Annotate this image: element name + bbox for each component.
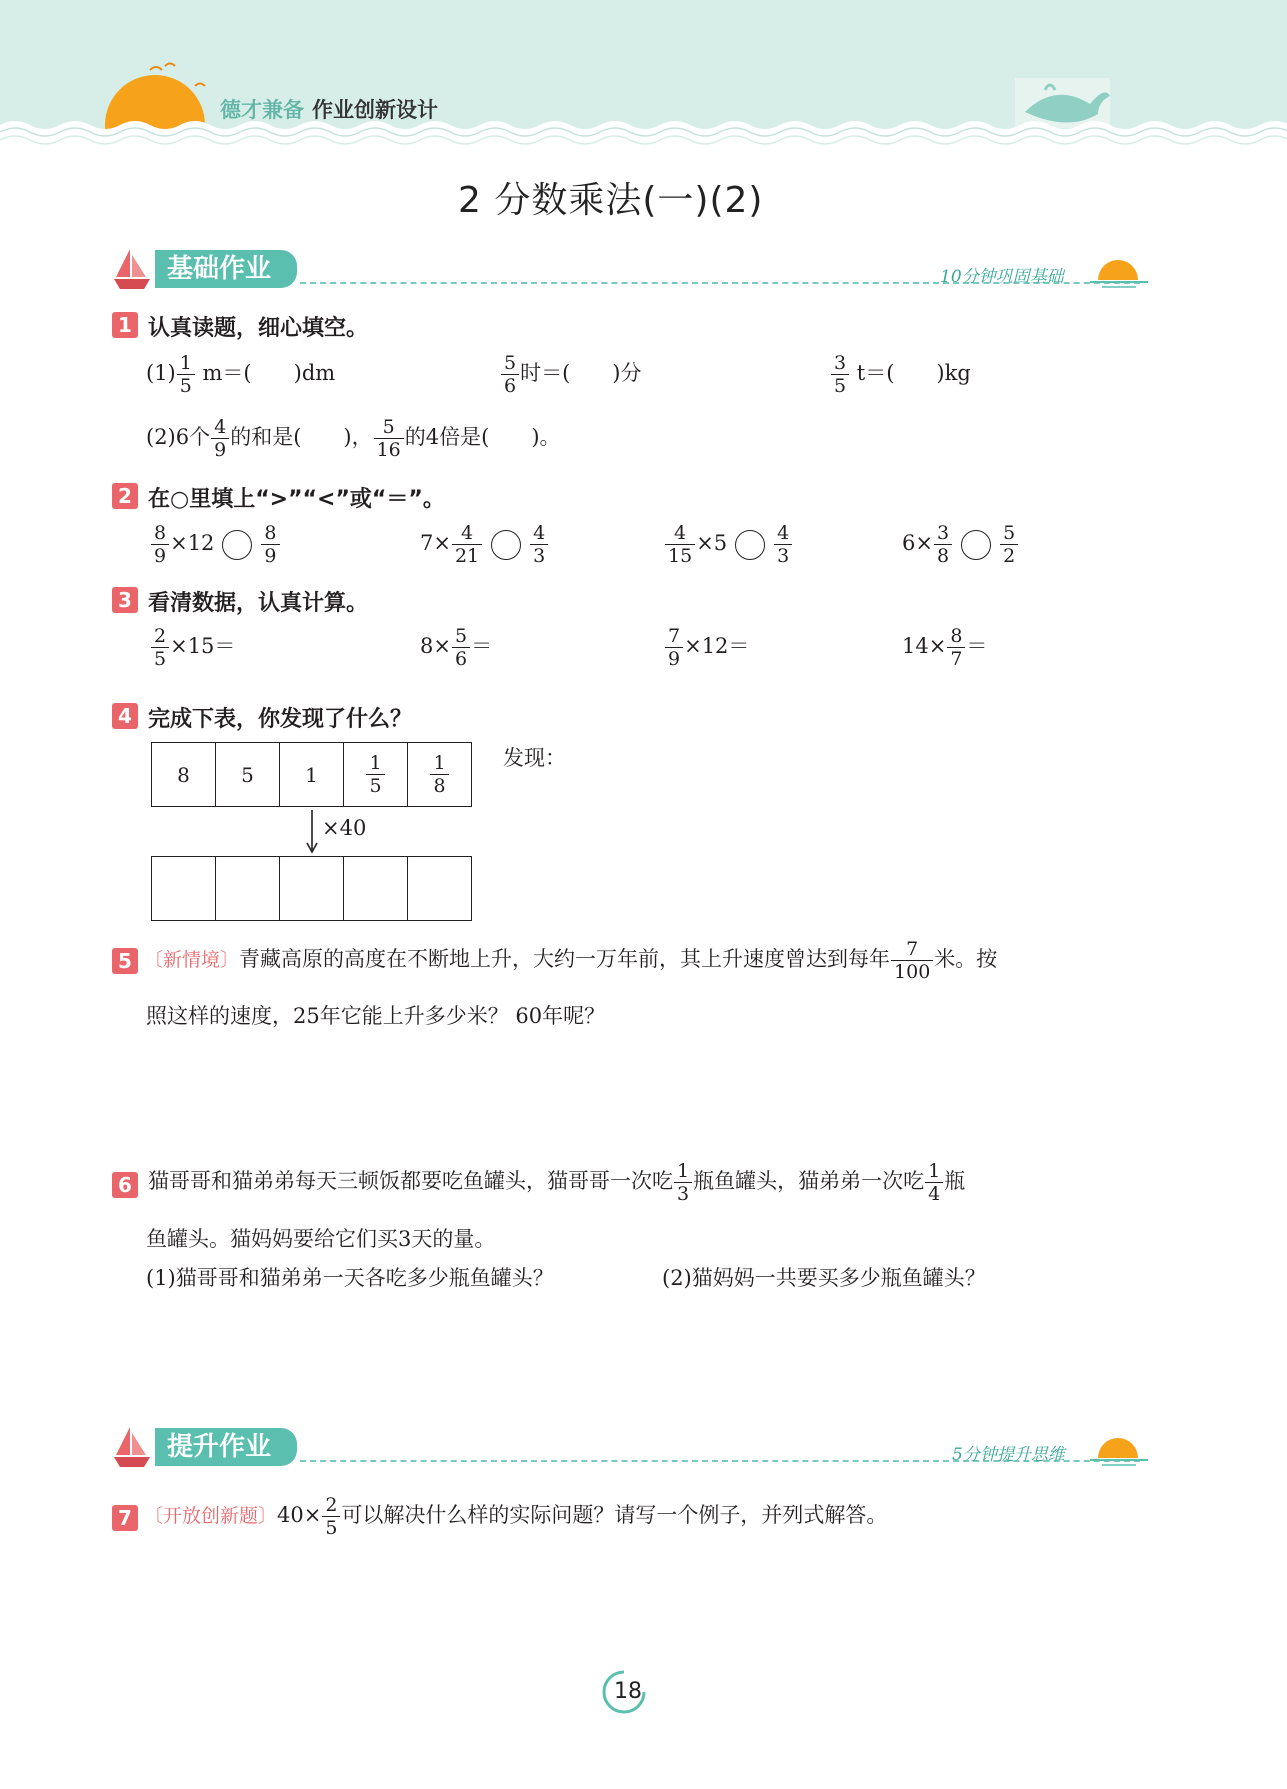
section-advanced-label: 提升作业	[155, 1428, 297, 1466]
fraction: $\frac{1}{4}$	[925, 1160, 943, 1205]
fraction: $\frac{1}{8}$	[430, 752, 448, 797]
question-1-number: 1	[112, 312, 138, 338]
q2-item-4: 6× $\frac{3}{8}$ $\frac{5}{2}$	[902, 522, 1019, 567]
fraction: $\frac{2}{5}$	[151, 625, 169, 670]
fraction: $\frac{5}{2}$	[1000, 522, 1018, 567]
fraction: $\frac{8}{9}$	[261, 522, 279, 567]
q1-d-prefix: (2)6个	[146, 425, 211, 449]
fraction: $\frac{8}{7}$	[947, 625, 965, 670]
q7-tag: 〔开放创新题〕	[144, 1505, 278, 1527]
page-number-badge	[600, 1668, 648, 1716]
answer-circle[interactable]	[222, 530, 252, 560]
table-cell: 1	[280, 743, 344, 807]
table-cell	[408, 743, 472, 807]
sailboat-icon	[112, 1425, 150, 1465]
whale-icon	[1015, 78, 1110, 128]
q6-line-1: 猫哥哥和猫弟弟每天三顿饭都要吃鱼罐头，猫哥哥一次吃 $\frac{1}{3}$ 瓶鱼罐头，猫弟弟一次吃 $\frac{1}{4}$ 瓶	[148, 1160, 966, 1205]
q5-line-1: 〔新情境〕青藏高原的高度在不断地上升，大约一万年前，其上升速度曾达到每年 $\frac{7}{100}$ 米。按	[144, 938, 998, 983]
answer-cell[interactable]	[280, 857, 344, 921]
question-2-title: 在○里填上“>”“<”或“＝”。	[148, 487, 445, 512]
fraction: $\frac{3}{8}$	[934, 522, 952, 567]
section-advanced-tag: 5分钟提升思维	[952, 1445, 1065, 1465]
answer-cell[interactable]	[408, 857, 472, 921]
answer-cell[interactable]	[152, 857, 216, 921]
q1-part2	[146, 416, 561, 461]
fraction: $\frac{4}{21}$	[452, 522, 482, 567]
question-4-title: 完成下表，你发现了什么？	[148, 707, 413, 732]
question-2-number: 2	[112, 483, 138, 509]
fraction: $\frac{4}{9}$	[211, 416, 229, 461]
table-cell: 5	[216, 743, 280, 807]
question-3-title: 看清数据，认真计算。	[148, 591, 369, 616]
q1-part1b	[500, 352, 641, 397]
question-1-title: 认真读题，细心填空。	[148, 316, 369, 341]
table-answer-row[interactable]	[151, 856, 472, 921]
q3-item-3: $\frac{7}{9}$ ×12＝	[664, 625, 749, 670]
brand	[220, 94, 438, 124]
q1-b-rest: 时＝( )分	[520, 361, 642, 385]
page-title: 2 分数乘法(一)(2)	[458, 180, 764, 221]
q7-line: 〔开放创新题〕40× $\frac{2}{5}$ 可以解决什么样的实际问题？请写一个例子，并列式解答。	[144, 1494, 888, 1539]
table-top-row	[151, 742, 472, 807]
fraction: $\frac{3}{5}$	[831, 352, 849, 397]
discover-label: 发现：	[503, 746, 566, 770]
answer-cell[interactable]	[344, 857, 408, 921]
fraction: $\frac{5}{6}$	[501, 352, 519, 397]
q3-item-2: 8× $\frac{5}{6}$ ＝	[420, 625, 493, 670]
page-number: 18	[614, 1679, 642, 1704]
fraction: $\frac{7}{100}$	[891, 938, 933, 983]
table-cell: 8	[152, 743, 216, 807]
fraction: $\frac{5}{6}$	[452, 625, 470, 670]
sunset-icon	[1090, 1430, 1150, 1474]
fraction: $\frac{1}{5}$	[366, 752, 384, 797]
section-basic-label: 基础作业	[155, 250, 297, 288]
q2-item-3: $\frac{4}{15}$ ×5 $\frac{4}{3}$	[664, 522, 793, 567]
q1-part1c	[830, 352, 971, 397]
fraction: $\frac{4}{3}$	[774, 522, 792, 567]
fraction: $\frac{5}{16}$	[374, 416, 404, 461]
fraction: $\frac{2}{5}$	[322, 1494, 340, 1539]
q1-c-rest: t＝( )kg	[850, 361, 971, 385]
q2-item-2: 7× $\frac{4}{21}$ $\frac{4}{3}$	[420, 522, 549, 567]
sunset-icon	[1090, 252, 1150, 296]
arrow-label: ×40	[322, 816, 367, 840]
section-basic-tag: 10分钟巩固基础	[940, 267, 1064, 287]
question-7-number: 7	[112, 1505, 138, 1531]
q6-line-2: 鱼罐头。猫妈妈要给它们买3天的量。	[146, 1227, 496, 1251]
answer-cell[interactable]	[216, 857, 280, 921]
fraction: $\frac{4}{15}$	[665, 522, 695, 567]
fraction: $\frac{8}{9}$	[151, 522, 169, 567]
q5-line-2: 照这样的速度，25年它能上升多少米？ 60年呢？	[146, 1004, 606, 1028]
fraction: $\frac{1}{3}$	[674, 1160, 692, 1205]
q1-a-rest: m＝( )dm	[195, 361, 336, 385]
down-arrow-icon	[305, 810, 319, 858]
header-band	[0, 0, 1287, 150]
q6-sub-2: (2)猫妈妈一共要买多少瓶鱼罐头？	[662, 1266, 986, 1290]
q6-sub-1: (1)猫哥哥和猫弟弟一天各吃多少瓶鱼罐头？	[146, 1266, 554, 1290]
question-4-number: 4	[112, 703, 138, 729]
answer-circle[interactable]	[735, 530, 765, 560]
fraction: $\frac{1}{5}$	[177, 352, 195, 397]
q1-a-prefix: (1)	[146, 361, 176, 385]
fraction: $\frac{7}{9}$	[665, 625, 683, 670]
brand-dark: 作业创新设计	[312, 98, 438, 122]
q3-item-1: $\frac{2}{5}$ ×15＝	[150, 625, 235, 670]
sailboat-icon	[112, 247, 150, 287]
answer-circle[interactable]	[491, 530, 521, 560]
q2-item-1: $\frac{8}{9}$ ×12 $\frac{8}{9}$	[150, 522, 281, 567]
question-6-number: 6	[112, 1172, 138, 1198]
question-5-number: 5	[112, 948, 138, 974]
header-decoration	[0, 0, 1287, 160]
q1-d-mid: 的和是( )，	[230, 425, 373, 449]
q5-tag: 〔新情境〕	[144, 949, 240, 971]
table-cell	[344, 743, 408, 807]
q1-part1a	[146, 352, 335, 397]
q3-item-4: 14× $\frac{8}{7}$ ＝	[902, 625, 988, 670]
q1-d-rest: 的4倍是( )。	[404, 425, 561, 449]
brand-green: 德才兼备	[220, 98, 304, 122]
fraction: $\frac{4}{3}$	[530, 522, 548, 567]
question-3-number: 3	[112, 587, 138, 613]
answer-circle[interactable]	[961, 530, 991, 560]
